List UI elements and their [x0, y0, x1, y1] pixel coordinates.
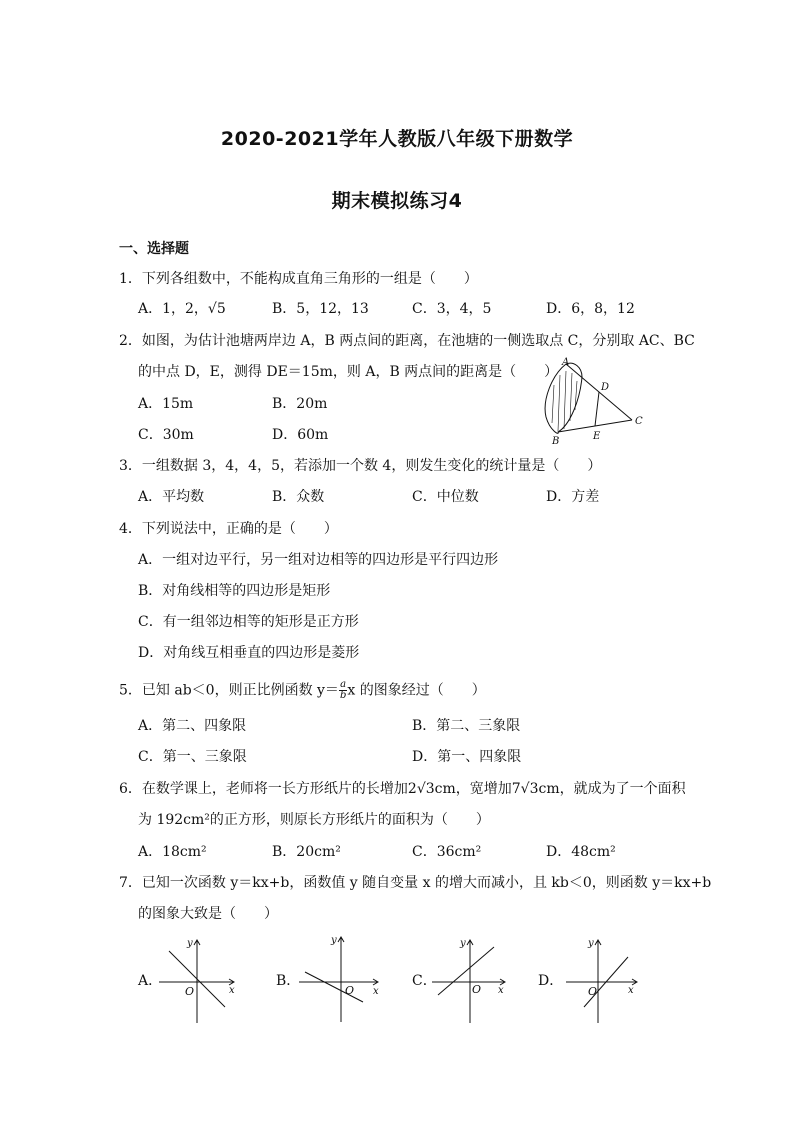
question-4-option-a: A．一组对边平行，另一组对边相等的四边形是平行四边形: [138, 552, 499, 568]
question-1-option-c: C．3，4，5: [412, 301, 492, 317]
point-d-label: D: [601, 382, 610, 393]
question-2-option-c: C．30m: [138, 427, 194, 443]
graph-option-c: [428, 935, 518, 1025]
origin-label: O: [185, 985, 195, 998]
question-7-option-d: D．: [538, 973, 564, 989]
fraction-denominator: b: [339, 690, 347, 701]
point-b-label: B: [552, 436, 560, 447]
question-7-option-c: C．: [412, 973, 437, 989]
function-line: [305, 972, 363, 1002]
question-2-option-d: D．60m: [272, 427, 329, 443]
question-6-option-d: D．48cm²: [546, 844, 616, 860]
point-e-label: E: [593, 431, 601, 442]
question-6-stem-line1: 6．在数学课上，老师将一长方形纸片的长增加2√3cm，宽增加7√3cm，就成为了一个面积: [119, 781, 686, 797]
pond-triangle-figure: [530, 355, 660, 447]
y-axis-label: y: [460, 938, 466, 949]
question-5-stem: [119, 680, 486, 701]
question-7-option-b: B．: [276, 973, 301, 989]
document-title: 2020-2021学年人教版八年级下册数学: [220, 128, 574, 150]
question-3-stem: 3．一组数据 3，4，4，5，若添加一个数 4，则发生变化的统计量是（ ）: [119, 458, 602, 474]
question-2-stem-line2: 的中点 D，E，测得 DE＝15m，则 A，B 两点间的距离是（ ）: [138, 364, 559, 380]
question-2-stem-line1: 2．如图，为估计池塘两岸边 A，B 两点间的距离，在池塘的一侧选取点 C，分别取 AC、BC: [119, 333, 695, 349]
question-1-option-a: A．1，2，√5: [138, 301, 226, 317]
question-3-option-d: D．方差: [546, 489, 600, 505]
question-3-option-b: B．众数: [272, 489, 325, 505]
question-5-stem-prefix: 5．已知 ab＜0，则正比例函数 y＝: [119, 682, 339, 699]
question-1-option-d: D．6，8，12: [546, 301, 635, 317]
question-5-option-a: A．第二、四象限: [138, 718, 247, 734]
x-axis-label: x: [498, 985, 504, 996]
question-5-option-c: C．第一、三象限: [138, 749, 247, 765]
pond-outline: [545, 363, 582, 433]
point-a-label: A: [562, 357, 570, 368]
question-7-stem-line1: 7．已知一次函数 y＝kx+b，函数值 y 随自变量 x 的增大而减小，且 kb＜0，则函数 y＝kx+b: [119, 875, 712, 891]
question-6-stem-line2: 为 192cm²的正方形，则原长方形纸片的面积为（ ）: [138, 812, 490, 828]
question-3-option-c: C．中位数: [412, 489, 479, 505]
question-4-stem: 4．下列说法中，正确的是（ ）: [119, 521, 338, 537]
x-axis-label: x: [628, 985, 634, 996]
question-5-option-b: B．第二、三象限: [412, 718, 521, 734]
question-5-stem-suffix: x 的图象经过（ ）: [347, 682, 486, 699]
question-1-option-b: B．5，12，13: [272, 301, 369, 317]
section-heading: 一、选择题: [119, 241, 189, 257]
segment-de: [595, 392, 599, 426]
question-3-option-a: A．平均数: [138, 489, 205, 505]
graph-option-d: [562, 935, 652, 1025]
origin-label: O: [472, 983, 482, 996]
question-6-option-c: C．36cm²: [412, 844, 482, 860]
question-7-option-a: A．: [138, 973, 163, 989]
question-2-option-b: B．20m: [272, 396, 328, 412]
question-4-option-b: B．对角线相等的四边形是矩形: [138, 583, 331, 599]
question-2-option-a: A．15m: [138, 396, 194, 412]
origin-label: O: [345, 984, 355, 997]
document-subtitle: 期末模拟练习4: [331, 190, 463, 212]
y-axis-label: y: [331, 935, 337, 946]
point-c-label: C: [635, 416, 643, 427]
graph-option-b: [295, 932, 385, 1022]
y-axis-label: y: [588, 938, 594, 949]
fraction-numerator: a: [340, 679, 347, 690]
pond-hatching: [552, 371, 577, 431]
question-6-option-b: B．20cm²: [272, 844, 341, 860]
question-1-stem: 1．下列各组数中，不能构成直角三角形的一组是（ ）: [119, 271, 478, 287]
question-6-option-a: A．18cm²: [138, 844, 207, 860]
question-5-option-d: D．第一、四象限: [412, 749, 522, 765]
x-axis-label: x: [229, 985, 235, 996]
question-4-option-d: D．对角线互相垂直的四边形是菱形: [138, 645, 360, 661]
graph-option-a: [155, 935, 245, 1025]
function-line: [438, 947, 494, 995]
question-7-stem-line2: 的图象大致是（ ）: [138, 906, 278, 922]
question-4-option-c: C．有一组邻边相等的矩形是正方形: [138, 614, 359, 630]
y-axis-label: y: [187, 938, 193, 949]
x-axis-label: x: [373, 986, 379, 997]
origin-label: O: [588, 985, 598, 998]
